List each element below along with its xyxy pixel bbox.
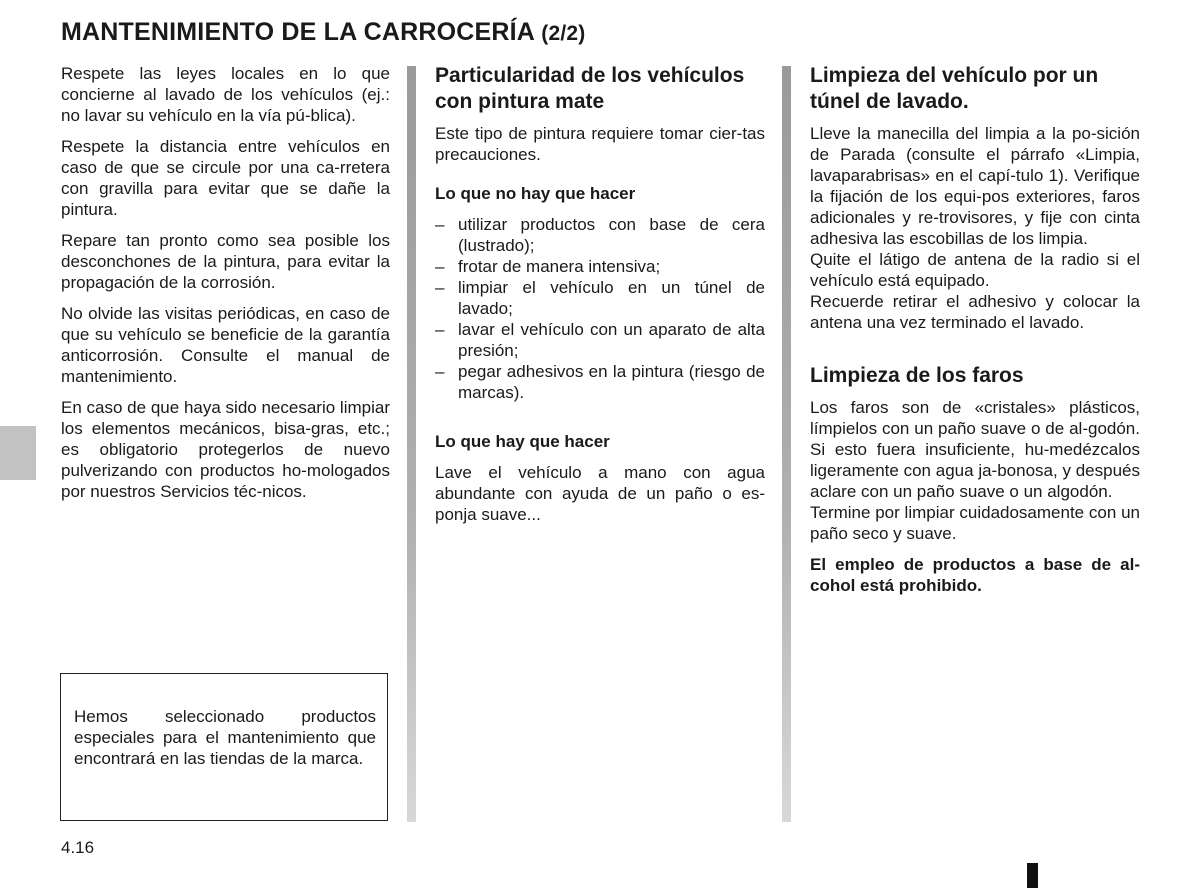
paragraph: Recuerde retirar el adhesivo y colocar la antena una vez terminado el lavado. (810, 292, 1140, 332)
paragraph: Lleve la manecilla del limpia a la po-sición de Parada (consulte el párrafo «Limpia, lavaparabrisas» en el capí-tulo 1). Verifique la fijación de los equi-pos exteriores, faros adicionales y re-trovisores, y fije con cinta adhesiva las escobillas de los limpia. (810, 124, 1140, 248)
list-item-text: lavar el vehículo con un aparato de alta presión; (458, 320, 765, 360)
column-right (810, 63, 1140, 606)
list-item-text: limpiar el vehículo en un túnel de lavado; (458, 278, 765, 318)
chapter-tab (0, 426, 36, 480)
paragraph: Los faros son de «cristales» plásticos, límpielos con un paño suave o de al-godón. Si esto fuera insuficiente, hu-medézcalos ligeramente con agua ja-bonosa, y después aclare con un paño suave o un algodón. (810, 398, 1140, 501)
dash-bullet: – (435, 215, 445, 234)
note-box (60, 673, 388, 821)
page-title (61, 18, 585, 47)
subheading-dont: Lo que no hay que hacer (435, 184, 636, 203)
paragraph: Respete las leyes locales en lo que concierne al lavado de los vehículos (ej.: no lavar su vehículo en la vía pú-blica). (61, 64, 390, 125)
title-subtitle: (2/2) (541, 22, 586, 45)
paragraph: Termine por limpiar cuidadosamente con un paño seco y suave. (810, 503, 1140, 543)
list-item (435, 361, 765, 403)
list-item-text: pegar adhesivos en la pintura (riesgo de marcas). (458, 362, 765, 402)
dash-bullet: – (435, 278, 445, 297)
paragraph: Quite el látigo de antena de la radio si el vehículo está equipado. (810, 250, 1140, 290)
paragraph: No olvide las visitas periódicas, en caso de que su vehículo se beneficie de la garantía anticorrosión. Consulte el manual de mantenimiento. (61, 304, 390, 386)
column-middle (435, 63, 765, 535)
title-main: MANTENIMIENTO DE LA CARROCERÍA (61, 18, 535, 46)
section-heading-headlights: Limpieza de los faros (810, 364, 1024, 387)
paragraph: Repare tan pronto como sea posible los desconchones de la pintura, para evitar la propagación de la corrosión. (61, 231, 390, 292)
end-of-section-mark (1027, 863, 1038, 888)
warning-text: El empleo de productos a base de al-cohol está prohibido. (810, 555, 1140, 595)
list-item (435, 256, 765, 277)
list-item (435, 277, 765, 319)
paragraph: Lave el vehículo a mano con agua abundante con ayuda de un paño o es-ponja suave... (435, 463, 765, 524)
dash-bullet: – (435, 362, 445, 381)
dash-bullet: – (435, 257, 445, 276)
note-text: Hemos seleccionado productos especiales para el mantenimiento que encontrará en las tiendas de la marca. (74, 707, 376, 768)
list-item (435, 214, 765, 256)
paragraph: Respete la distancia entre vehículos en caso de que se circule por una ca-rretera con gravilla para evitar que se dañe la pintura. (61, 137, 390, 219)
subheading-do: Lo que hay que hacer (435, 432, 610, 451)
column-left (61, 63, 390, 512)
page-number: 4.16 (61, 838, 95, 857)
section-heading-car-wash: Limpieza del vehículo por un túnel de lavado. (810, 64, 1099, 113)
dont-list (435, 214, 765, 403)
section-heading-matte-paint: Particularidad de los vehículos con pintura mate (435, 64, 745, 113)
list-item-text: frotar de manera intensiva; (458, 257, 661, 276)
dash-bullet: – (435, 320, 445, 339)
list-item-text: utilizar productos con base de cera (lustrado); (458, 215, 765, 255)
paragraph: En caso de que haya sido necesario limpiar los elementos mecánicos, bisa-gras, etc.; es obligatorio protegerlos de nuevo pulverizando con productos ho-mologados por nuestros Servicios téc-nicos. (61, 398, 390, 501)
list-item (435, 319, 765, 361)
column-divider (407, 66, 416, 822)
column-divider (782, 66, 791, 822)
intro-paragraph: Este tipo de pintura requiere tomar cier-tas precauciones. (435, 124, 765, 164)
